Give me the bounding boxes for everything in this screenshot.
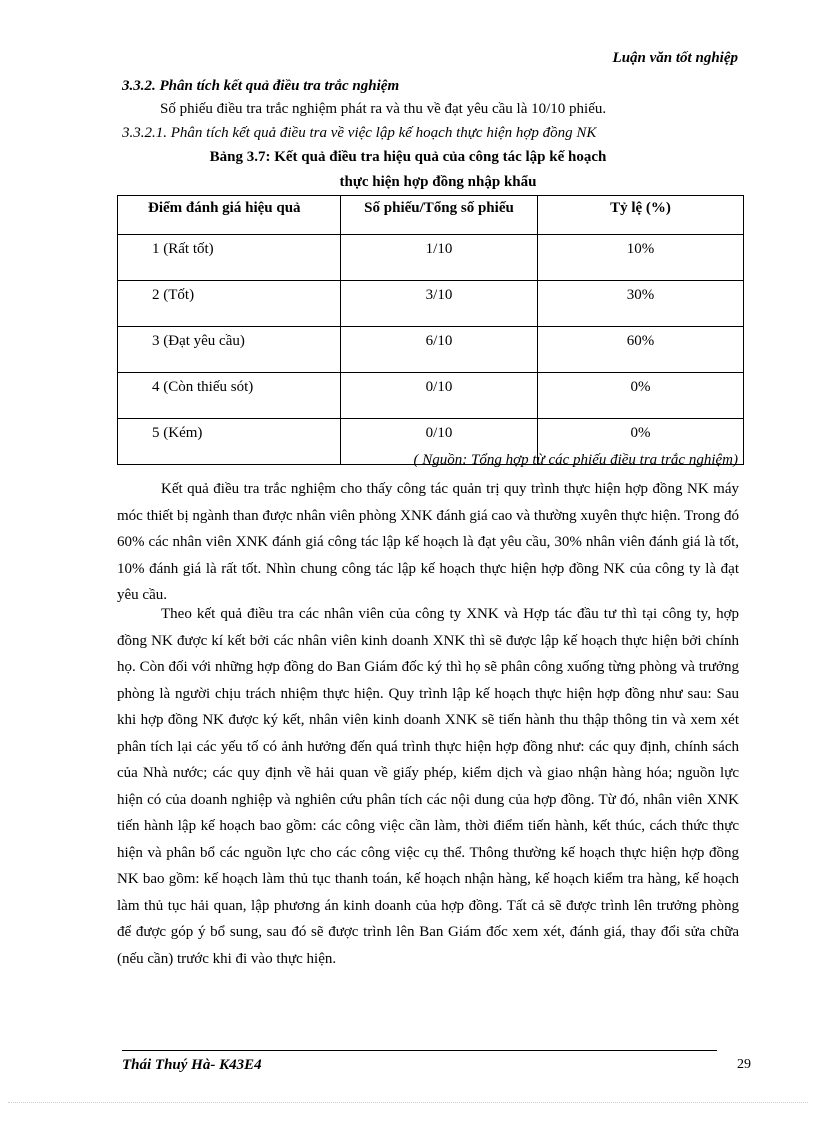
table-row xyxy=(118,373,744,419)
intro-text: Số phiếu điều tra trắc nghiệm phát ra và thu về đạt yêu cầu là 10/10 phiếu. xyxy=(160,101,607,117)
subsection-title: 3.3.2.1. Phân tích kết quả điều tra về việc lập kế hoạch thực hiện hợp đồng NK xyxy=(122,125,597,141)
score-cell: 5 (Kém) xyxy=(118,419,341,465)
count-cell: 0/10 xyxy=(341,419,538,465)
body-paragraph-2 xyxy=(117,601,739,972)
table-header-row xyxy=(118,196,744,235)
page-bottom-border xyxy=(8,1102,808,1103)
page-number: 29 xyxy=(737,1057,751,1072)
table-row xyxy=(118,235,744,281)
paragraph-text: Kết quả điều tra trắc nghiệm cho thấy công tác quản trị quy trình thực hiện hợp đồng NK máy móc thiết bị ngành than được nhân viên phòng XNK đánh giá cao và thường xuyên thực hiện. Trong đó 60% các nhân viên XNK đánh giá công tác lập kế hoạch là đạt yêu cầu, 30% nhân viên đánh giá là tốt, 10% đánh giá là rất tốt. Nhìn chung công tác lập kế hoạch thực hiện hợp đồng NK của công ty là đạt yêu cầu. xyxy=(117,481,739,603)
score-cell: 1 (Rất tốt) xyxy=(118,235,341,281)
ratio-cell: 60% xyxy=(538,327,744,373)
paragraph-text: Theo kết quả điều tra các nhân viên của công ty XNK và Hợp tác đầu tư thì tại công ty, hợp đồng NK được kí kết bởi các nhân viên kinh doanh XNK thì sẽ được lập kế hoạch thực hiện bởi chính họ. Còn đối với những hợp đồng do Ban Giám đốc ký thì họ sẽ phân công xuống từng phòng và trưởng phòng là người chịu trách nhiệm thực hiện. Quy trình lập kế hoạch thực hiện hợp đồng như sau: Sau khi hợp đồng NK được ký kết, nhân viên kinh doanh XNK sẽ tiến hành thu thập thông tin và xem xét phân tích lại các yếu tố có ảnh hưởng đến quá trình thực hiện hợp đồng như: các quy định, chính sách của Nhà nước; các quy định về hải quan về giấy phép, kiểm dịch và giao nhận hàng hóa; nguồn lực hiện có của doanh nghiệp và nghiên cứu phân tích các nội dung của hợp đồng. Từ đó, nhân viên XNK tiến hành lập kế hoạch bao gồm: các công việc cần làm, thời điểm tiến hành, kết thúc, cách thức thực hiện và phân bổ các nguồn lực cho các công việc cụ thể. Thông thường kế hoạch thực hiện hợp đồng NK bao gồm: kế hoạch làm thủ tục thanh toán, kế hoạch nhận hàng, kế hoạch kiểm tra hàng, kế hoạch làm thủ tục hải quan, lập phương án kinh doanh của hợp đồng. Tất cả sẽ được trình lên trưởng phòng để được góp ý bổ sung, sau đó sẽ được trình lên Ban Giám đốc xem xét, đánh giá, thay đổi sửa chữa (nếu cần) trước khi đi vào thực hiện. xyxy=(117,606,739,967)
score-cell: 2 (Tốt) xyxy=(118,281,341,327)
count-cell: 3/10 xyxy=(341,281,538,327)
footer-divider xyxy=(122,1050,717,1051)
ratio-cell: 0% xyxy=(538,373,744,419)
score-cell: 4 (Còn thiếu sót) xyxy=(118,373,341,419)
table-title-line1: Bảng 3.7: Kết quả điều tra hiệu quả của công tác lập kế hoạch xyxy=(209,149,607,165)
results-table xyxy=(117,195,744,465)
header-cell-ratio: Tỷ lệ (%) xyxy=(538,196,744,235)
section-title: 3.3.2. Phân tích kết quả điều tra trắc nghiệm xyxy=(122,78,400,94)
body-paragraph-1 xyxy=(117,476,739,609)
ratio-cell: 30% xyxy=(538,281,744,327)
header-cell-count: Số phiếu/Tổng số phiếu xyxy=(341,196,538,235)
count-cell: 6/10 xyxy=(341,327,538,373)
table-row xyxy=(118,281,744,327)
score-cell: 3 (Đạt yêu cầu) xyxy=(118,327,341,373)
header-cell-score: Điểm đánh giá hiệu quả xyxy=(118,196,341,235)
count-cell: 0/10 xyxy=(341,373,538,419)
table-row xyxy=(118,327,744,373)
running-header: Luận văn tốt nghiệp xyxy=(612,50,738,66)
ratio-cell: 0% xyxy=(538,419,744,465)
table-source-note: ( Nguồn: Tổng hợp từ các phiếu điều tra trắc nghiệm) xyxy=(413,452,738,468)
table-title-line2: thực hiện hợp đồng nhập khẩu xyxy=(339,174,537,190)
footer-author: Thái Thuý Hà- K43E4 xyxy=(122,1057,262,1073)
ratio-cell: 10% xyxy=(538,235,744,281)
count-cell: 1/10 xyxy=(341,235,538,281)
